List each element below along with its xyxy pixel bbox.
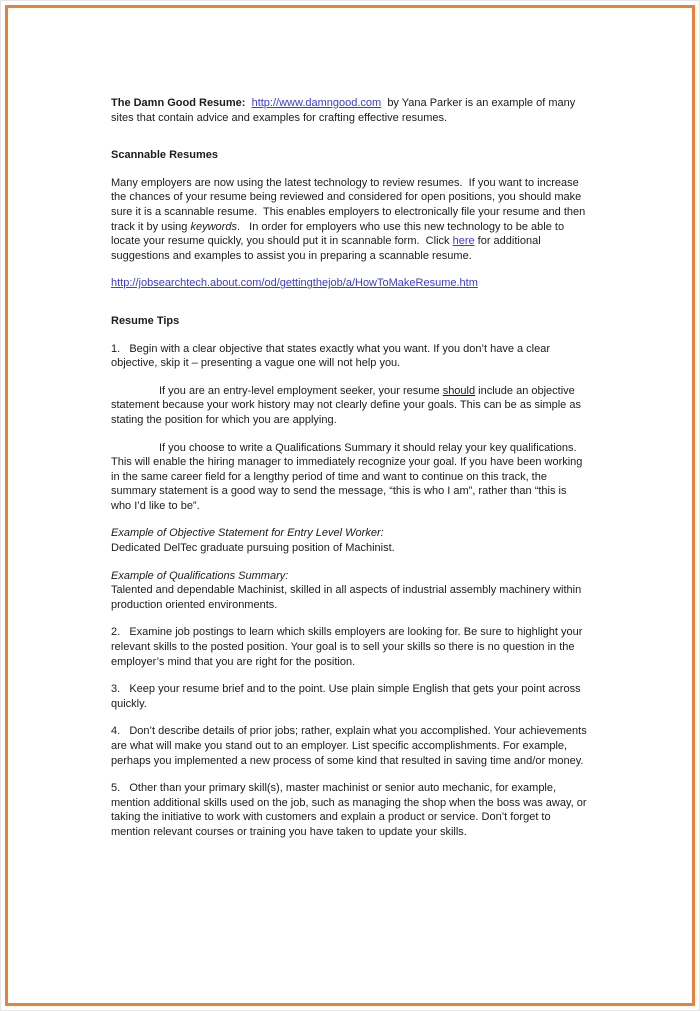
text-run: If you are an entry-level employment seeker, your resume — [159, 384, 443, 397]
tip-2 — [111, 625, 589, 669]
jobsearchtech-link-paragraph — [111, 276, 589, 291]
scannable-resumes-heading — [111, 148, 589, 163]
text-run: 1. Begin with a clear objective that states exactly what you want. If you don’t have a clear objective, skip it – presenting a vague one will not help you. — [111, 342, 554, 370]
text-run: 2. Examine job postings to learn which skills employers are looking for. Be sure to highlight your relevant skills to the posted position. Your goal is to sell your skills so there is no question in the employer’s mind that you are right for the position. — [111, 626, 586, 668]
text-run: Example of Qualifications Summary: — [111, 569, 289, 582]
tip-4 — [111, 724, 589, 768]
text-run: for additional suggestions and examples to assist you in preparing a scannable resume. — [111, 235, 544, 262]
hyperlink[interactable]: http://www.damngood.com — [251, 97, 382, 109]
text-run: Resume Tips — [111, 314, 180, 327]
text-run: If you choose to write a Qualifications Summary it should relay your key qualifications. This will enable the hiring manager to immediately recognize your goal. If you have been working in the same career field for a lengthy period of time and want to continue on this track, the summary statement is a good way to send the message, “this is who I am”, rather than “this is who I’d like to be”. — [111, 441, 586, 512]
tip-1-qualifications-paragraph — [111, 441, 589, 514]
text-run: 5. Other than your primary skill(s), master machinist or senior auto mechanic, for example, mention additional skills used on the job, such as managing the shop when the boss was away, or taking the initiative to work with customers and explain a product or service. Don’t forget to mention relevant courses or training you have taken to update your skills. — [111, 782, 590, 838]
intro-paragraph — [111, 96, 589, 125]
text-run: . In order for employers who use this new technology to be able to locate your resume quickly, you should put it in scannable form. Click — [111, 220, 568, 248]
objective-example-label — [111, 526, 589, 541]
document-body — [1, 1, 699, 1010]
tip-3 — [111, 682, 589, 711]
text-run: include an objective statement because your work history may not clearly define your goals. This can be as simple as stating the position for which you are applying. — [111, 384, 585, 426]
scannable-resumes-paragraph — [111, 176, 589, 264]
text-run: Dedicated DelTec graduate pursuing position of Machinist. — [111, 542, 395, 555]
hyperlink[interactable]: here — [452, 235, 475, 248]
text-run: : — [380, 527, 384, 540]
objective-example-text — [111, 541, 589, 556]
text-run: 3. Keep your resume brief and to the point. Use plain simple English that gets your point across quickly. — [111, 683, 584, 710]
tip-1-entry-level-paragraph — [111, 384, 589, 428]
qualifications-example-label — [111, 569, 589, 584]
tip-5 — [111, 781, 589, 839]
text-run: Many employers are now using the latest technology to review resumes. If you want to increase the chances of your resume being reviewed and considered for open positions, you should make sure it is a scannable resume. This enables employers to electronically file your resume and then track it by using — [111, 176, 589, 233]
text-run: The Damn Good Resume: — [111, 97, 252, 109]
text-run: Example of Objective Statement for Entry Level Worker — [111, 527, 381, 540]
qualifications-example-text — [111, 583, 589, 612]
text-run: Talented and dependable Machinist, skilled in all aspects of industrial assembly machinery within production oriented environments. — [111, 584, 585, 611]
hyperlink[interactable]: http://jobsearchtech.about.com/od/gettingthejob/a/HowToMakeResume.htm — [111, 277, 478, 290]
resume-tips-heading — [111, 314, 589, 329]
tip-1 — [111, 342, 589, 371]
text-run: Scannable Resumes — [111, 149, 218, 162]
text-run: 4. Don’t describe details of prior jobs; rather, explain what you accomplished. Your achievements are what will make you stand out to an employer. List specific accomplishments. For example, perhaps you implemented a new process of some kind that resulted in saving time and/or money. — [111, 725, 590, 767]
text-run: by Yana Parker is an example of many sites that contain advice and examples for crafting effective resumes. — [111, 97, 579, 124]
text-run: should — [442, 384, 476, 397]
text-run: keywords — [190, 220, 237, 233]
